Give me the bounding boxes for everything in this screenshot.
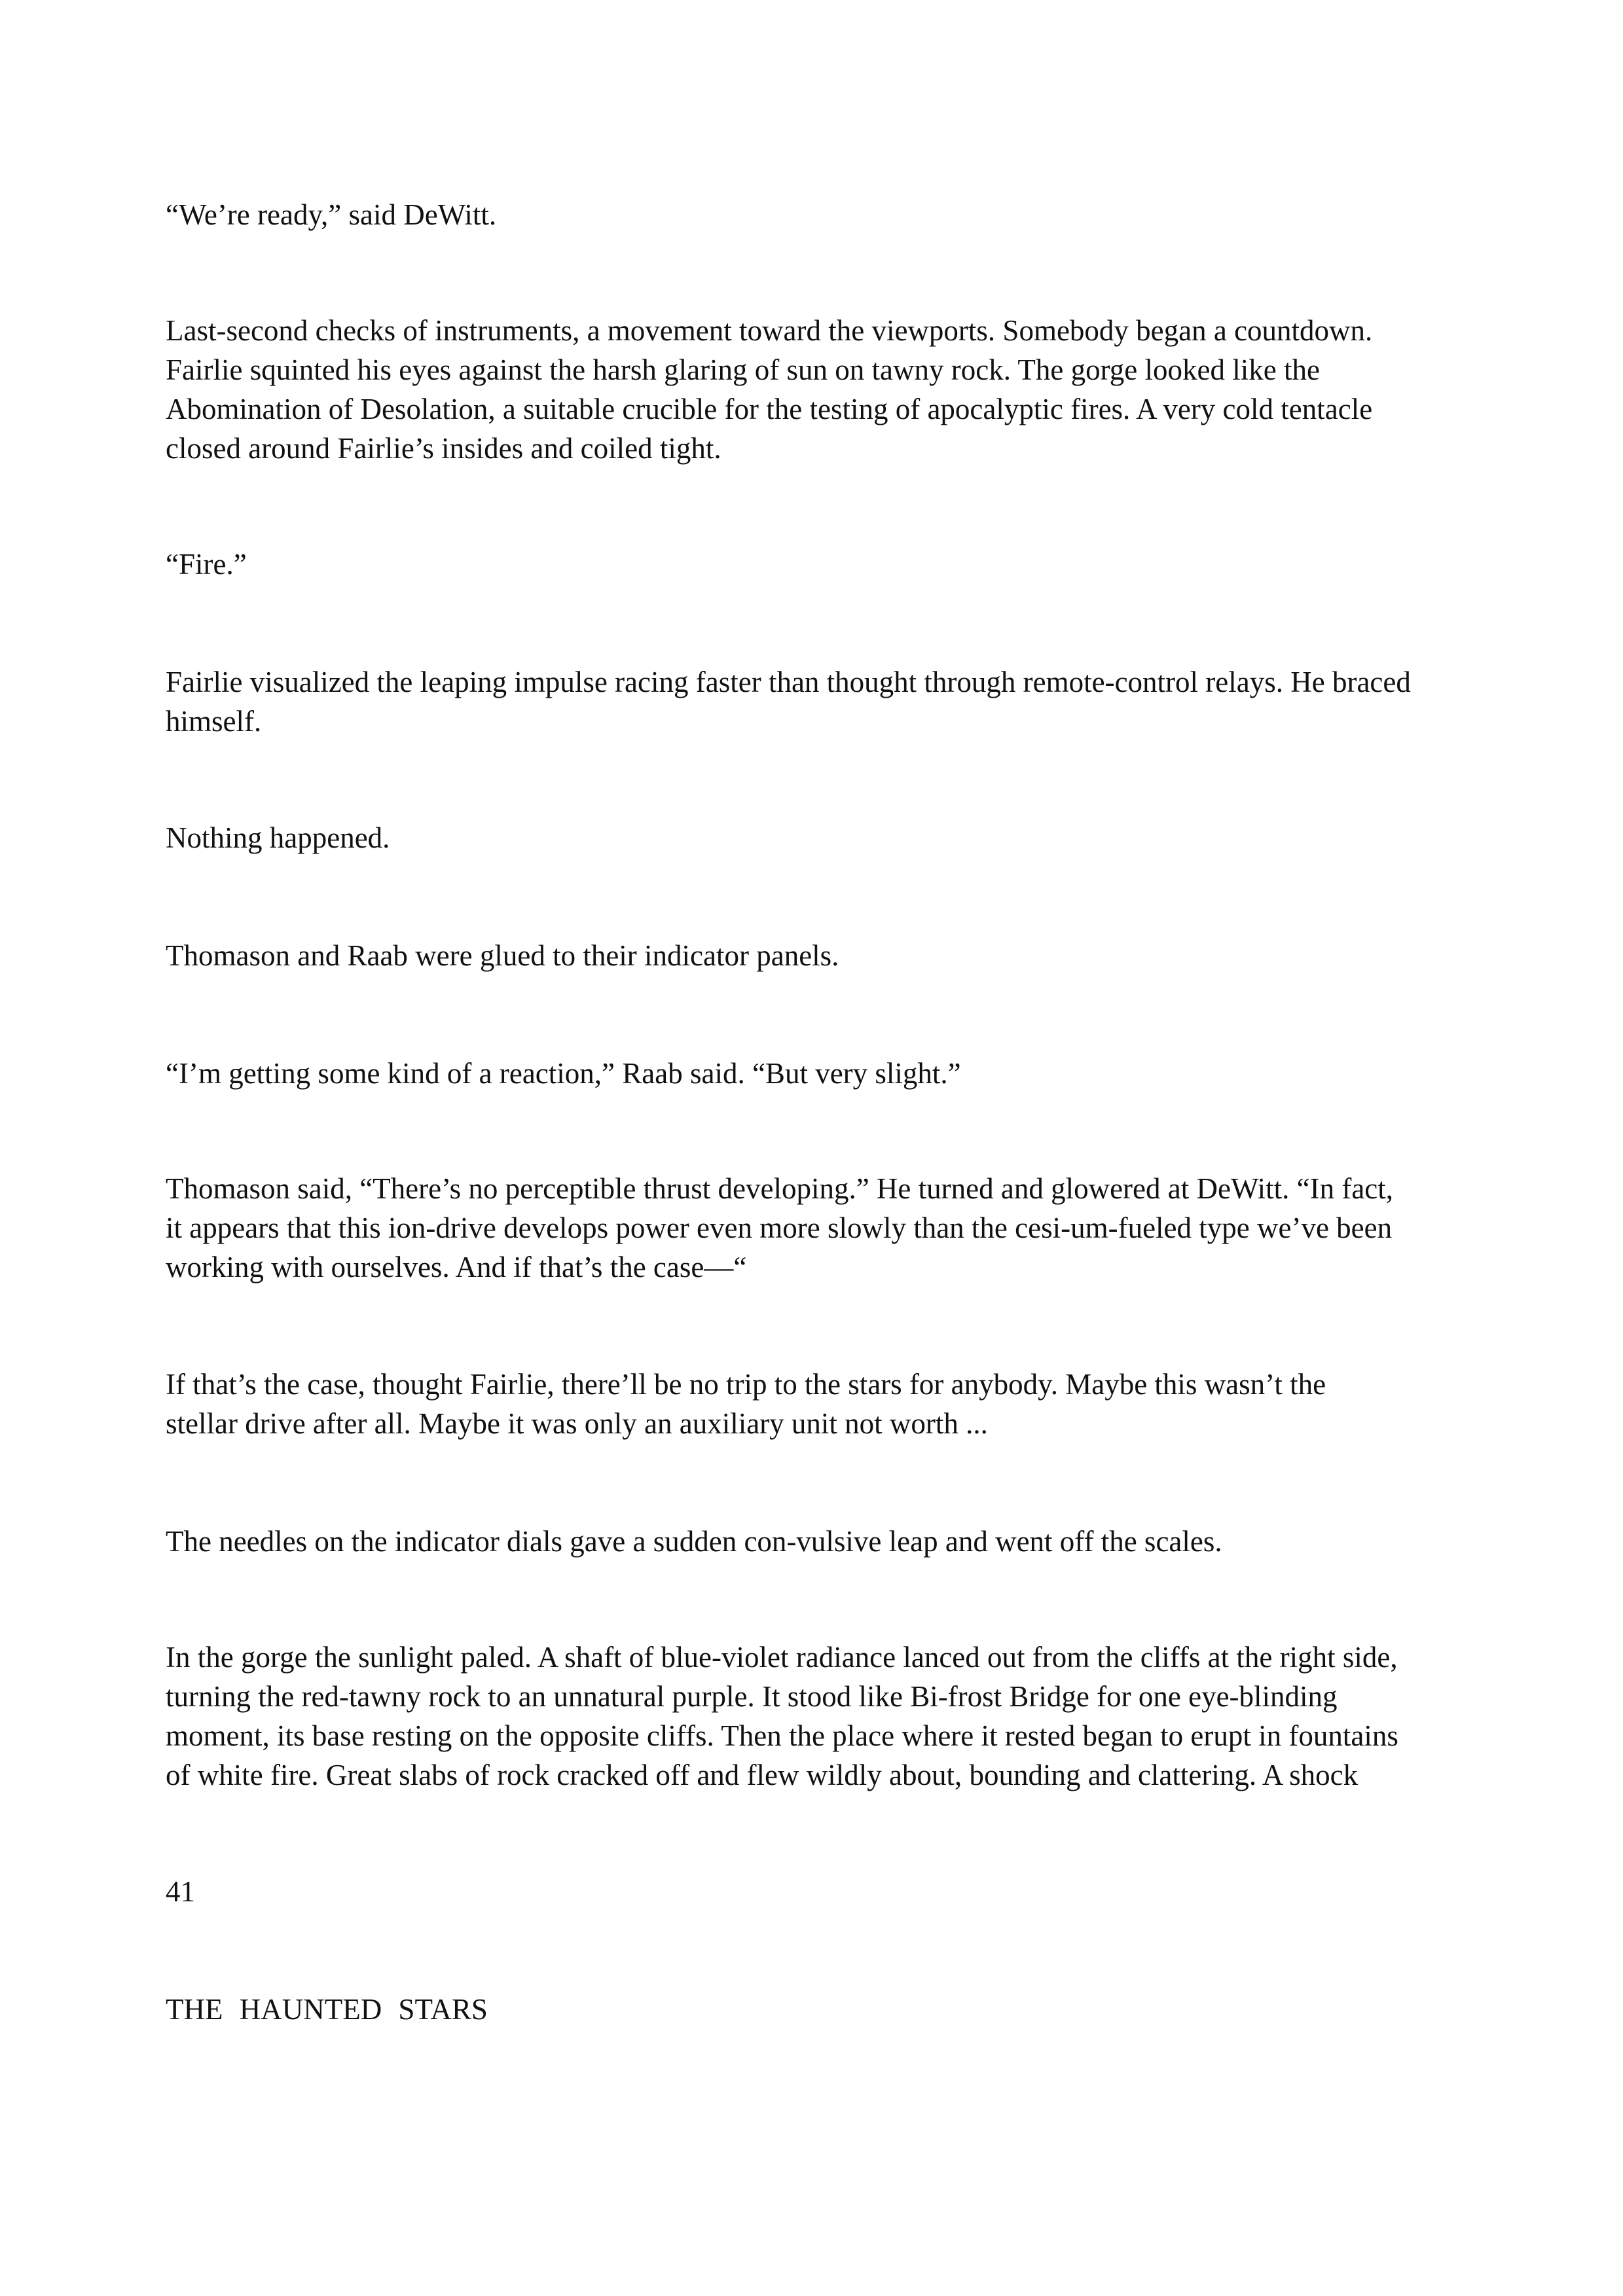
text-line: of white fire. Great slabs of rock cracked off and flew wildly about, bounding and clattering. A shock bbox=[166, 1759, 1359, 1791]
text-line: closed around Fairlie’s insides and coiled tight. bbox=[166, 432, 721, 465]
text-line: stellar drive after all. Maybe it was only an auxiliary unit not worth ... bbox=[166, 1407, 988, 1440]
text-line: “We’re ready,” said DeWitt. bbox=[166, 198, 497, 231]
text-line: working with ourselves. And if that’s the case—“ bbox=[166, 1251, 747, 1283]
text-line: Nothing happened. bbox=[166, 821, 390, 854]
text-line: himself. bbox=[166, 705, 262, 738]
paragraph-6 bbox=[166, 936, 1462, 975]
paragraph-7 bbox=[166, 1054, 1462, 1093]
text-line: Last-second checks of instruments, a movement toward the viewports. Somebody began a countdown. bbox=[166, 314, 1373, 347]
text-line: Thomason and Raab were glued to their indicator panels. bbox=[166, 939, 839, 972]
paragraph-4 bbox=[166, 662, 1462, 741]
text-line: If that’s the case, thought Fairlie, there’ll be no trip to the stars for anybody. Maybe this wasn’t the bbox=[166, 1368, 1326, 1401]
text-line: In the gorge the sunlight paled. A shaft of blue-violet radiance lanced out from the cliffs at the right side, bbox=[166, 1641, 1398, 1674]
paragraph-3 bbox=[166, 545, 1462, 584]
text-line: turning the red-tawny rock to an unnatural purple. It stood like Bi-frost Bridge for one eye-blinding bbox=[166, 1680, 1338, 1713]
paragraph-8 bbox=[166, 1169, 1462, 1287]
text-line: Fairlie visualized the leaping impulse racing faster than thought through remote-control relays. He braced bbox=[166, 666, 1411, 698]
paragraph-2 bbox=[166, 311, 1462, 468]
page-number: 41 bbox=[166, 1875, 195, 1908]
paragraph-9 bbox=[166, 1365, 1462, 1443]
text-line: moment, its base resting on the opposite cliffs. Then the place where it rested began to erupt in fountains bbox=[166, 1719, 1398, 1752]
paragraph-11 bbox=[166, 1638, 1462, 1795]
paragraph-1 bbox=[166, 195, 1462, 234]
paragraph-10 bbox=[166, 1522, 1462, 1561]
text-line: The needles on the indicator dials gave a sudden con-vulsive leap and went off the scales. bbox=[166, 1525, 1222, 1558]
text-line: Thomason said, “There’s no perceptible thrust developing.” He turned and glowered at DeWitt. “In fact, bbox=[166, 1172, 1394, 1205]
text-line: it appears that this ion-drive develops power even more slowly than the cesi-um-fueled type we’ve been bbox=[166, 1211, 1393, 1244]
running-title: THE HAUNTED STARS bbox=[166, 1993, 488, 2026]
paragraph-5 bbox=[166, 818, 1462, 857]
text-line: “I’m getting some kind of a reaction,” Raab said. “But very slight.” bbox=[166, 1057, 961, 1090]
text-line: “Fire.” bbox=[166, 548, 247, 581]
text-line: Abomination of Desolation, a suitable crucible for the testing of apocalyptic fires. A very cold tentacle bbox=[166, 393, 1373, 425]
text-line: Fairlie squinted his eyes against the harsh glaring of sun on tawny rock. The gorge looked like the bbox=[166, 353, 1320, 386]
